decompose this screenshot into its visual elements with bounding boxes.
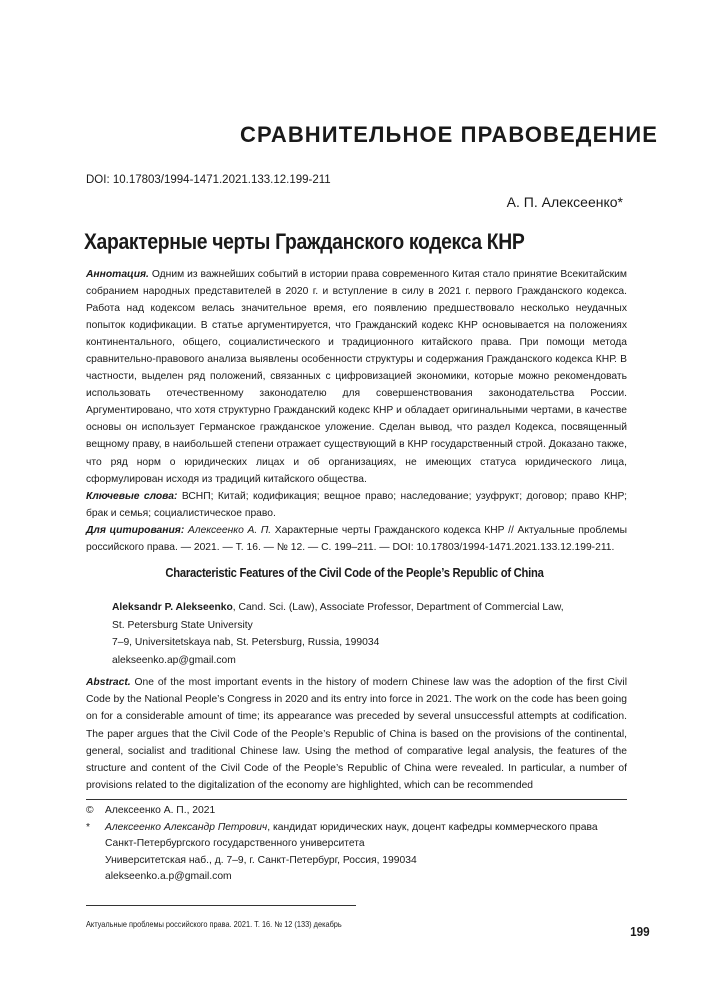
journal-footer: Актуальные проблемы российского права. 2021. Т. 16. № 12 (133) декабрь [86,920,342,929]
section-heading: СРАВНИТЕЛЬНОЕ ПРАВОВЕДЕНИЕ [240,122,659,147]
footnote-author-details: , кандидат юридических наук, доцент кафедры коммерческого права [267,821,598,833]
abstract-text: Одним из важнейших событий в истории права современного Китая стало принятие Всекитайским собранием народных представителей в 2020 г. и вступление в силу в 2021 г. первого Гражданского кодекса. Работа над кодексом велась значительное время, его появлению предшествовало несколько неудачных попыток кодификации. В статье аргументируется, что Гражданский кодекс КНР основывается на положениях континентального, общего, социалистического и традиционного китайского права. При помощи метода сравнительно-правового анализа выявлены особенности структуры и содержания Гражданского кодекса КНР. В частности, выделен ряд положений, связанных с цифровизацией экономики, которые можно рекомендовать использовать отечественному законодателю для совершенствования законодательства России. Аргументировано, что хотя структурно Гражданский кодекс КНР и обладает оригинальными чертами, в качестве основы он использует Германское гражданское уложение. Сделан вывод, что раздел Кодекса, посвященный вещному праву, в наибольшей степени отражает существующий в КНР государственный строй. Доказано также, что ряд норм о юридических лицах и об организациях, не имеющих статуса юридического лица, сформулирован исходя из традиций китайского общества. [86,269,627,485]
abstract-label: Аннотация. [86,269,149,280]
footnote-address: Университетская наб., д. 7–9, г. Санкт-Петербург, Россия, 199034 [105,854,417,866]
citation-author: Алексеенко А. П. [187,524,272,536]
footnote-divider [86,799,627,800]
citation-text: Характерные черты Гражданского кодекса КНР // Актуальные проблемы российского права. — 2021. — Т. 16. — № 12. — С. 199–211. — DOI: 10.17803/1994-1471.2021.133.12.199-211. [86,524,627,553]
page-number: 199 [630,924,650,939]
keywords-label: Ключевые слова: [86,490,178,502]
footnote-university: Санкт-Петербургского государственного университета [105,838,365,850]
english-affiliation [112,599,564,669]
english-affiliation-email: alekseenko.ap@gmail.com [112,654,236,666]
copyright-mark: © [86,805,94,816]
author-name: А. П. Алексеенко* [506,194,623,210]
english-affiliation-address: 7–9, Universitetskaya nab, St. Petersburg, Russia, 199034 [112,637,380,649]
footer-divider [86,905,356,906]
english-abstract-block [86,674,627,794]
english-author-details: , Cand. Sci. (Law), Associate Professor, Department of Commercial Law, [232,602,564,613]
citation-label: Для цитирования: [86,524,185,536]
english-abstract-text: One of the most important events in the history of modern Chinese law was the adoption of the first Civil Code by the National People’s Congress in 2020 and its entry into force in 2021. The work on the code has been going on for a considerable amount of time; its appearance was preceded by several unsuccessful attempts at codification. The paper argues that the Civil Code of the People’s Republic of China is based on the provisions of the continental, general, socialist and traditional Chinese law. Using the method of comparative legal analysis, the features of the structure and content of the Civil Code of the People’s Republic of China were revealed. In particular, a number of provisions related to the digitalization of the economy are highlighted, which can be recommended [86,677,627,792]
english-affiliation-university: St. Petersburg State University [112,619,253,631]
asterisk-mark: * [86,821,91,833]
english-title: Characteristic Features of the Civil Code of the People’s Republic of China [165,566,544,580]
article-title: Характерные черты Гражданского кодекса КНР [84,229,525,254]
keywords-text: ВСНП; Китай; кодификация; вещное право; наследование; узуфрукт; договор; право КНР; брак и семья; социалистическое право. [86,490,627,519]
copyright-text: Алексеенко А. П., 2021 [105,805,216,816]
footnote-email: alekseenko.a.p@gmail.com [105,871,232,883]
doi-line: DOI: 10.17803/1994-1471.2021.133.12.199-211 [86,174,331,186]
english-abstract-label: Abstract. [86,677,131,688]
english-author-name: Aleksandr P. Alekseenko [112,602,233,613]
russian-abstract-block [86,266,627,556]
footnote-author-name: Алексеенко Александр Петрович [105,821,268,833]
footnotes [86,803,627,886]
